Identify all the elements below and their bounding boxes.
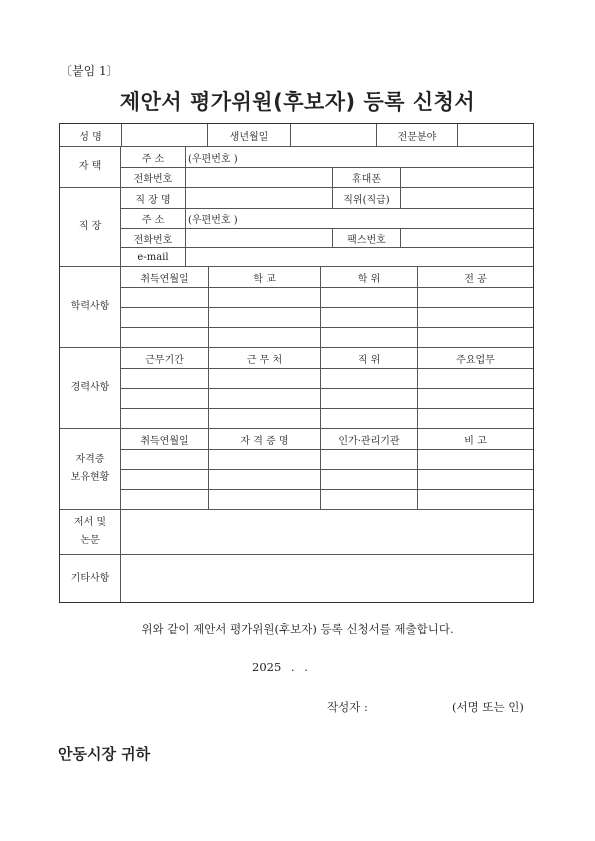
work-label: 직 장 [60,188,121,266]
license-row [121,489,533,509]
table-cell[interactable] [320,369,417,388]
home-phone-field[interactable] [185,168,332,187]
mobile-field[interactable] [400,168,533,187]
birth-label: 생년월일 [207,124,290,146]
table-cell[interactable] [208,450,320,469]
license-label [60,429,121,509]
table-cell[interactable] [208,409,320,428]
fax-label: 팩스번호 [332,229,400,247]
education-row [121,327,533,347]
table-cell[interactable] [320,490,417,509]
career-header: 주요업무 [417,348,533,368]
company-field[interactable] [185,188,332,208]
attachment-label: 〔붙임 1〕 [60,64,119,78]
table-cell[interactable] [208,470,320,489]
table-cell[interactable] [320,409,417,428]
email-field[interactable] [185,248,533,266]
license-header: 인가·관리기관 [320,429,417,449]
table-cell[interactable] [417,328,533,347]
table-cell[interactable] [417,409,533,428]
education-header: 취득연월일 [140,273,189,285]
career-section [60,347,533,428]
license-row [121,469,533,489]
career-row [121,368,533,388]
table-cell[interactable] [208,288,320,307]
mobile-label: 휴대폰 [332,168,400,187]
table-cell[interactable] [121,490,208,509]
table-cell[interactable] [417,490,533,509]
table-cell[interactable] [121,369,208,388]
education-header: 학 교 [208,267,320,287]
position-label: 직위(직급) [332,188,400,208]
license-header: 비 고 [417,429,533,449]
papers-field[interactable] [121,510,533,554]
education-label: 학력사항 [60,267,121,347]
table-cell[interactable] [121,328,208,347]
work-phone-field[interactable] [185,229,332,247]
table-cell[interactable] [208,389,320,408]
table-cell[interactable] [417,288,533,307]
work-section [60,187,533,266]
table-cell[interactable] [208,308,320,327]
table-cell[interactable] [417,308,533,327]
table-cell[interactable] [320,389,417,408]
table-cell[interactable] [208,490,320,509]
name-field[interactable] [121,124,207,146]
recipient: 안동시장 귀하 [58,745,151,763]
career-header: 직 위 [320,348,417,368]
education-row [121,307,533,327]
home-address-field[interactable]: (우편번호 ) [185,147,533,167]
papers-label-line1: 저서 및 [73,517,107,528]
signature-note: (서명 또는 인) [452,700,524,714]
page-title: 제안서 평가위원(후보자) 등록 신청서 [119,90,476,114]
career-row [121,388,533,408]
license-row [121,449,533,469]
career-row [121,408,533,428]
papers-label [60,510,121,554]
home-address-label: 주 소 [141,153,165,165]
home-section [60,146,533,187]
papers-section [60,509,533,554]
work-address-label: 주 소 [141,215,165,226]
other-section [60,554,533,602]
table-cell[interactable] [320,450,417,469]
email-label: e-mail [137,251,169,263]
license-label-line1: 자격증 [75,454,105,465]
work-address-field[interactable]: (우편번호 ) [185,209,533,228]
papers-label-line2: 논문 [80,535,100,546]
license-header: 취득연월일 [140,435,189,447]
home-label: 자 택 [60,147,121,187]
career-header: 근 무 처 [208,348,320,368]
field-input[interactable] [457,124,533,146]
name-label: 성 명 [79,131,102,143]
table-cell[interactable] [417,389,533,408]
table-cell[interactable] [208,328,320,347]
date-line: 2025 . . [252,660,308,674]
position-field[interactable] [400,188,533,208]
table-cell[interactable] [121,308,208,327]
education-header: 전 공 [417,267,533,287]
field-label: 전문분야 [376,124,457,146]
table-cell[interactable] [121,450,208,469]
table-cell[interactable] [320,470,417,489]
table-cell[interactable] [121,389,208,408]
table-cell[interactable] [320,288,417,307]
table-cell[interactable] [417,450,533,469]
fax-field[interactable] [400,229,533,247]
table-cell[interactable] [320,328,417,347]
license-header: 자 격 증 명 [208,429,320,449]
table-cell[interactable] [208,369,320,388]
education-section [60,266,533,347]
writer-label: 작성자 : [327,700,368,714]
home-phone-label: 전화번호 [133,174,173,185]
personal-row [60,124,533,146]
education-row [121,287,533,307]
company-label: 직 장 명 [135,194,171,206]
work-phone-label: 전화번호 [133,234,173,246]
table-cell[interactable] [320,308,417,327]
career-label: 경력사항 [60,348,121,428]
license-label-line2: 보유현황 [70,472,110,483]
application-form [59,123,534,603]
other-field[interactable] [121,555,533,602]
table-cell[interactable] [417,369,533,388]
table-cell[interactable] [121,409,208,428]
declaration-text: 위와 같이 제안서 평가위원(후보자) 등록 신청서를 제출합니다. [141,622,454,636]
career-header: 근무기간 [145,354,184,366]
other-label: 기타사항 [60,555,121,602]
education-header: 학 위 [320,267,417,287]
license-section [60,428,533,509]
table-cell[interactable] [121,288,208,307]
table-cell[interactable] [417,470,533,489]
table-cell[interactable] [121,470,208,489]
birth-field[interactable] [290,124,376,146]
